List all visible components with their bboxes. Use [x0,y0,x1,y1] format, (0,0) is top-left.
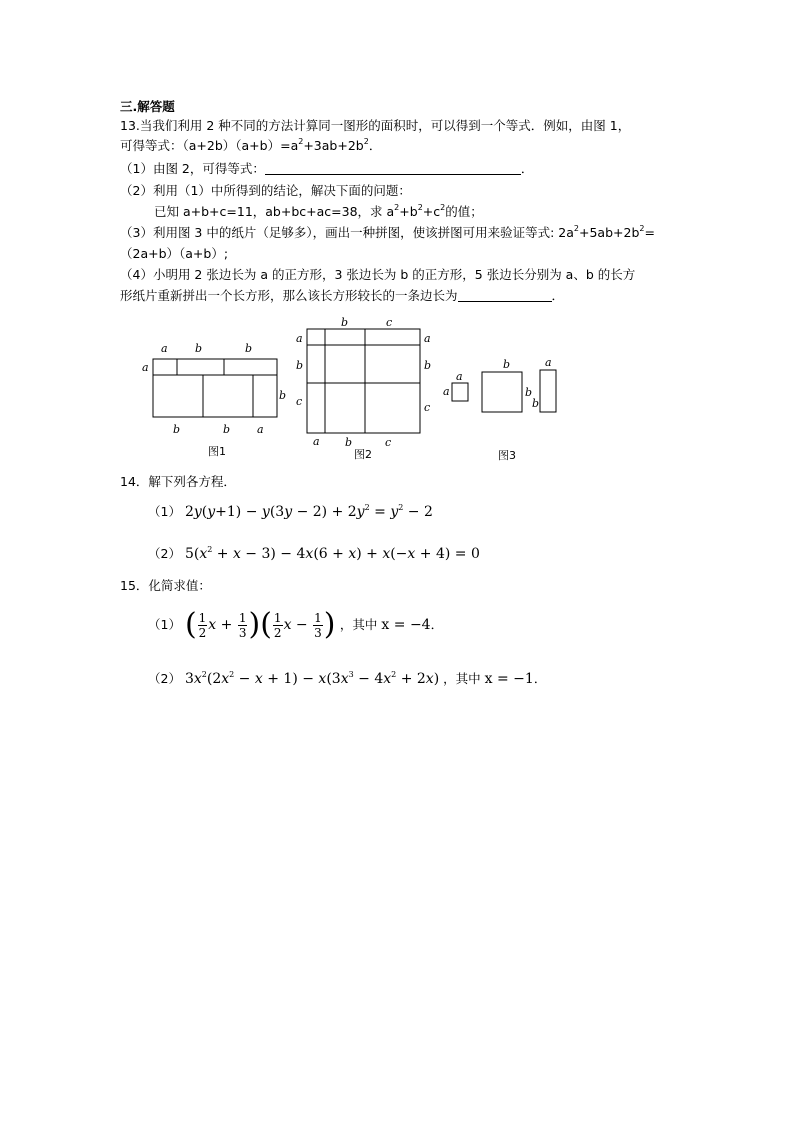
fig2-label-b-bottom: b [345,436,353,449]
fig3-label-b-right: b [525,386,533,399]
figures [0,312,794,482]
q13-part2: （2）利用（1）中所得到的结论，解决下面的问题： [120,183,411,198]
q15-cond2: x = −1 [484,671,534,687]
fig3-label-b-top: b [503,358,511,371]
fig2-label-b-top: b [341,316,349,329]
q15-title: 15．化简求值： [120,578,211,593]
fig1-label-a-bottom: a [257,423,264,436]
fig2-label-a-bottom: a [313,435,320,448]
fig2-label-a-right: a [424,332,431,345]
section-title: 三.解答题 [120,99,175,114]
fig3-label-a-top: a [456,370,463,383]
q14-title: 14．解下列各方程． [120,474,236,489]
fig2-label-c-top: c [386,316,393,329]
q13-part3-line2: （2a+b）（a+b）; [120,246,229,261]
q13-part4-line2: 形纸片重新拼出一个长方形，那么该长方形较长的一条边长为 ． [120,288,565,303]
fig1-label-b-bottom2: b [223,423,231,436]
figure-1 [153,359,277,417]
q13-part1: （1）由图 2，可得等式： ． [120,161,534,176]
fig1-label-a-left: a [142,361,149,374]
q14-eq1: （1） $2y(y+1) - y(3y - 2) + 2y^2 = y^2 - 2$ [148,503,433,520]
q13-line1: 13.当我们利用 2 种不同的方法计算同一图形的面积时，可以得到一个等式．例如，由图 1， [120,118,631,133]
fig2-label-c-left: c [296,395,303,408]
answer-blank-4[interactable] [458,289,552,302]
fig3-caption: 图3 [498,449,516,462]
q13-line2: 可得等式：$(a+2b)(a+b)=a^2+3ab+2b^2$． [120,137,382,153]
figure-2 [307,329,420,433]
figure-3 [452,370,556,412]
fig2-label-b-right: b [424,359,432,372]
fig2-caption: 图2 [354,448,372,461]
fig2-label-b-left: b [296,359,304,372]
q13-part4: （4）小明用 2 张边长为 a 的正方形，3 张边长为 b 的正方形，5 张边长分别为 a、b 的长方 [120,267,636,282]
answer-blank-1[interactable] [265,162,521,175]
fig1-label-a-top: a [161,342,168,355]
fig1-label-b-right: b [279,389,287,402]
fig1-label-b-bottom: b [173,423,181,436]
fig3-label-b-left: b [532,397,540,410]
q15-expr2: （2） $3x^2(2x^2 - x + 1) - x(3x^3 - 4x^2 + 2x)$ ，其中 x = −1． [148,670,547,687]
fig2-label-c-bottom: c [385,436,392,449]
fig2-label-c-right: c [424,401,431,414]
q15-expr1: （1） ( $\frac{1}{2}$ x + $\frac{1}{3}$ )( $\frac{1}{2}$ x − $\frac{1}{3}$ ) ，其中 x = −4． [148,607,444,642]
fig1-caption: 图1 [208,445,226,458]
q14-eq2: （2） $5(x^2 + x - 3) - 4x(6 + x) + x(-x + 4) = 0$ [148,545,480,562]
fig1-label-b-top2: b [245,342,253,355]
fig1-label-b-top: b [195,342,203,355]
q13-part3: （3）利用图 3 中的纸片（足够多），画出一种拼图，使该拼图可用来验证等式: $2a^2+5ab+2b^2=$ [120,224,655,240]
fig3-label-a-top2: a [545,356,552,369]
q13-part2-given: 已知 a+b+c=11，ab+bc+ac=38，求 $a^2+b^2+c^2$的值； [154,203,483,219]
fig3-label-a-left: a [443,385,450,398]
q15-cond1: x = −4 [381,617,431,633]
fig2-label-a-left: a [296,332,303,345]
